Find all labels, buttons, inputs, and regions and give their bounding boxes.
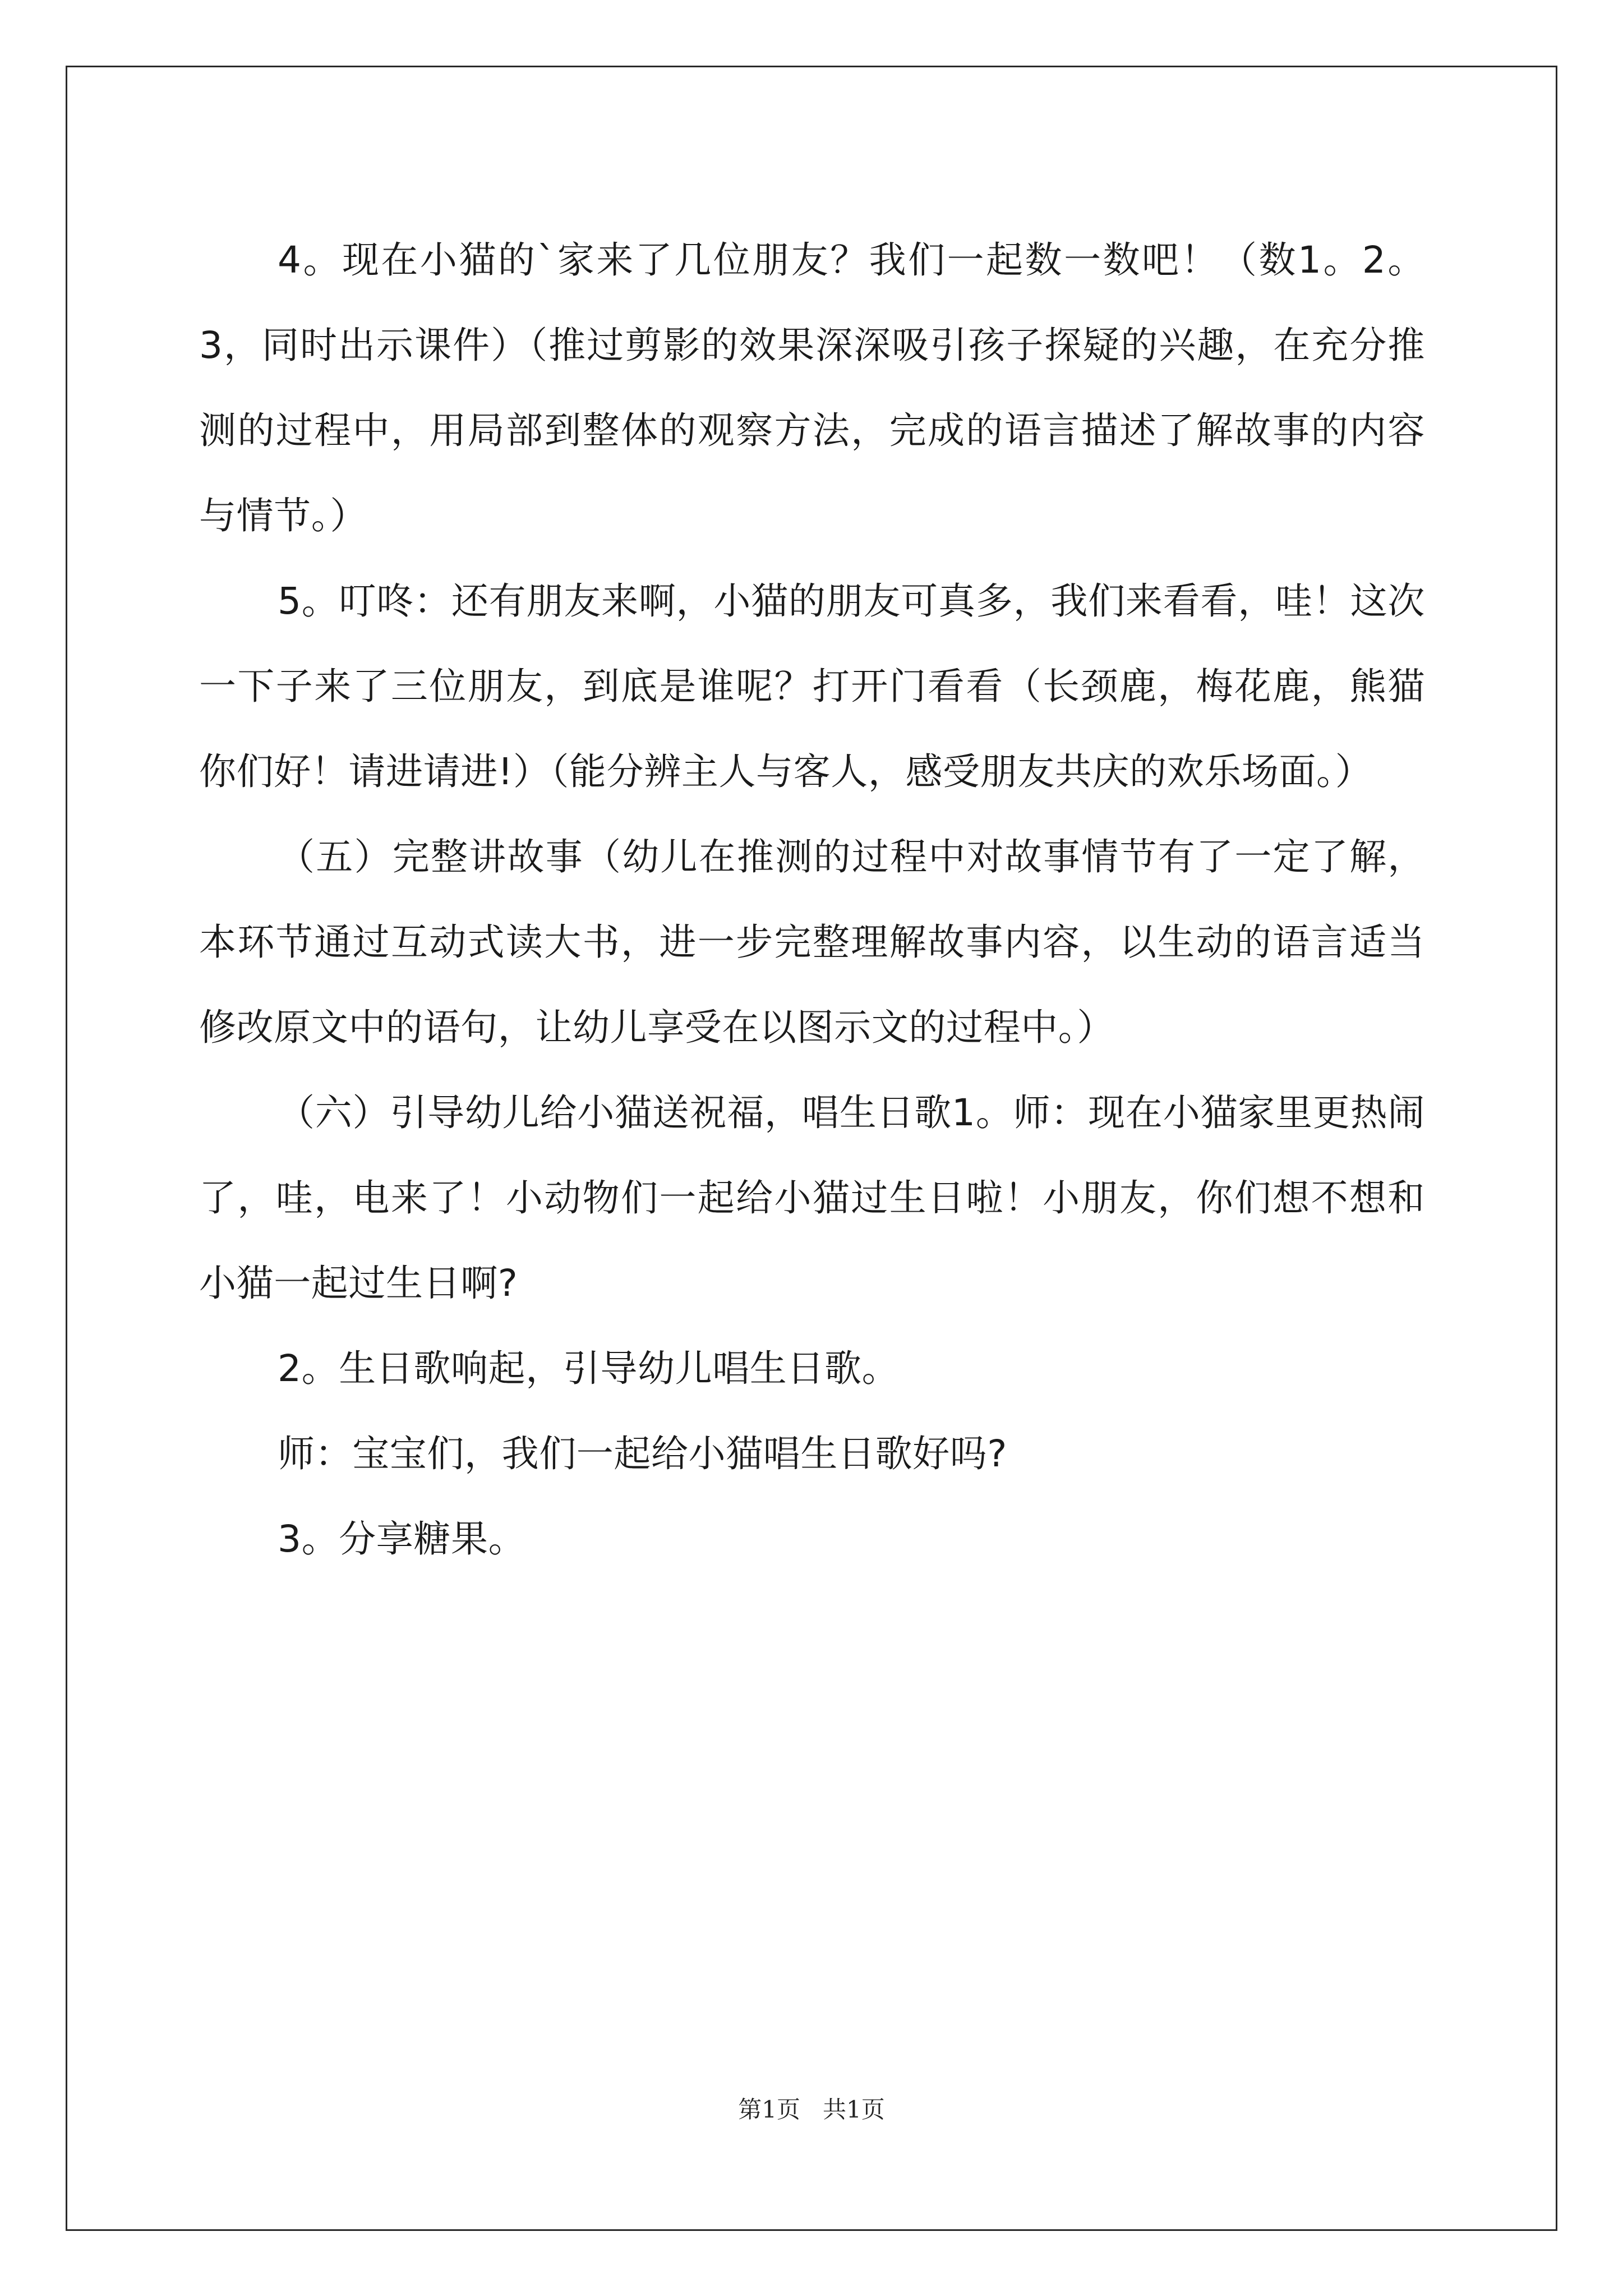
paragraph-teacher-question: 师：宝宝们，我们一起给小猫唱生日歌好吗? [278, 1432, 1008, 1475]
paragraph-4-guests-count: 4。现在小猫的`家来了几位朋友？我们一起数一数吧！（数1。2。3，同时出示课件）（推过剪影的效果深深吸引孩子探疑的兴趣，在充分推测的过程中，用局部到整体的观察方法，完成的语言描述了解故事的内容与情节。） [199, 238, 1425, 537]
document-body [199, 218, 1425, 1582]
paragraph-share-candy: 3。分享糖果。 [278, 1517, 526, 1561]
paragraph-5-doorbell: 5。叮咚：还有朋友来啊，小猫的朋友可真多，我们来看看，哇！这次一下子来了三位朋友，到底是谁呢？打开门看看（长颈鹿，梅花鹿，熊猫你们好！请进请进!）（能分辨主人与客人，感受朋友共庆的欢乐场面。） [199, 579, 1425, 793]
paragraph-birthday-song: 2。生日歌响起，引导幼儿唱生日歌。 [278, 1347, 900, 1390]
paragraph-section-five: （五）完整讲故事（幼儿在推测的过程中对故事情节有了一定了解，本环节通过互动式读大书，进一步完整理解故事内容，以生动的语言适当修改原文中的语句，让幼儿享受在以图示文的过程中。） [199, 835, 1425, 1049]
paragraph-section-six: （六）引导幼儿给小猫送祝福，唱生日歌1。师：现在小猫家里更热闹了，哇，电来了！小动物们一起给小猫过生日啦！小朋友，你们想不想和小猫一起过生日啊? [199, 1091, 1425, 1305]
page-number-footer: 第1页 共1页 [738, 2096, 885, 2123]
